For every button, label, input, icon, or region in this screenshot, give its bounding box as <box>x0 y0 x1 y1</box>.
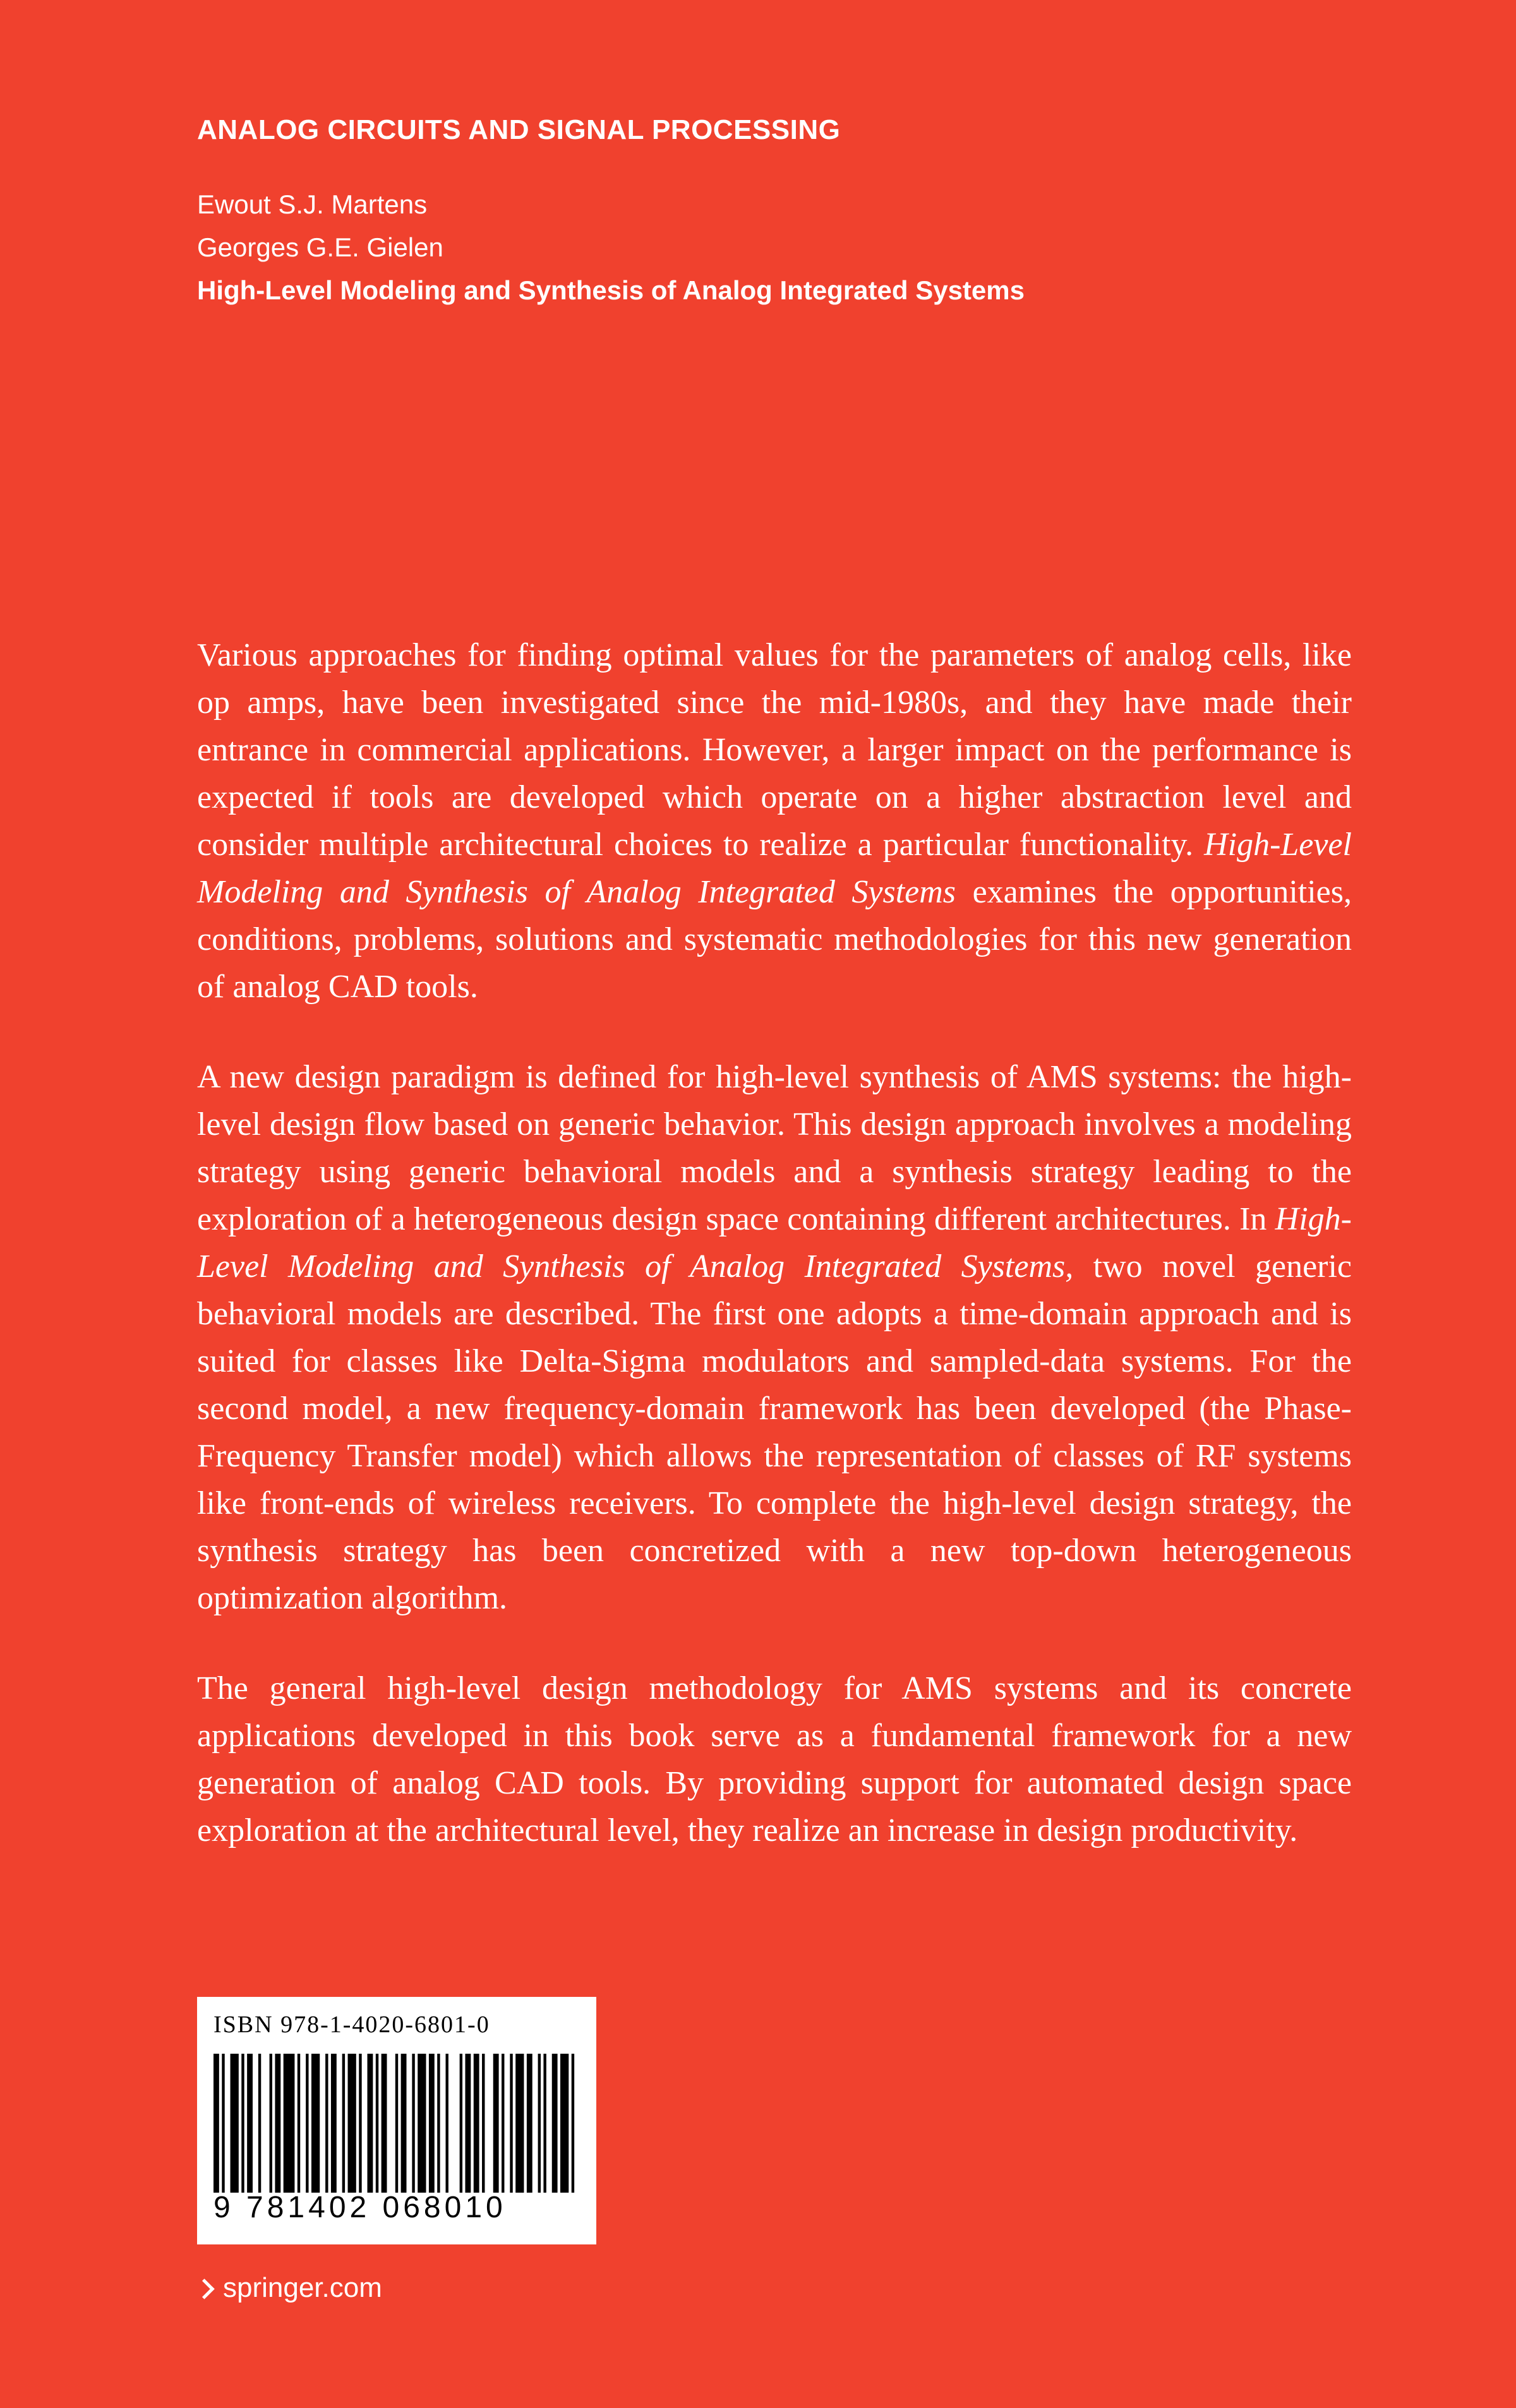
barcode-bar <box>382 2054 387 2193</box>
barcode-digits: 9 781402 068010 <box>214 2191 507 2224</box>
barcode-bar <box>502 2054 504 2193</box>
barcode-bar <box>284 2054 295 2193</box>
series-title: ANALOG CIRCUITS AND SIGNAL PROCESSING <box>197 114 841 145</box>
barcode-bar <box>429 2054 435 2193</box>
barcode-bar <box>510 2054 512 2193</box>
barcode-bar <box>543 2054 546 2193</box>
p2-title-emphasis: High-Level Modeling and Synthesis of Analog Integrated Systems, <box>197 1201 1352 1285</box>
isbn-barcode-box <box>197 1997 596 2244</box>
barcode-bar <box>395 2054 398 2193</box>
barcode-bar <box>311 2054 320 2193</box>
barcode-bar <box>460 2054 462 2193</box>
barcode-bar <box>465 2054 471 2193</box>
barcode-bar <box>527 2054 532 2193</box>
barcode-bar <box>342 2054 345 2193</box>
p1-text-b: examines the opportunities, conditions, problems, solutions and systematic methodologies for this new generation of analog CAD tools. <box>197 874 1352 1005</box>
barcode-bar <box>258 2054 261 2193</box>
barcode-bar <box>376 2054 378 2193</box>
p2-text-b: two novel generic behavioral models are described. The first one adopts a time-domain approach and is suited for classes like Delta-Sigma modulators and sampled-data systems. For the second model, a new frequency-domain framework has been developed (the Phase- Frequency Transfer model) which allows the representation of classes of RF systems like front-ends of wireless receivers. To complete the high-level design strategy, the synthesis strategy has been concretized with a new top-down heterogeneous optimization algorithm. <box>197 1249 1352 1616</box>
barcode-bar <box>306 2054 308 2193</box>
publisher-link[interactable] <box>197 2272 382 2304</box>
author-2: Georges G.E. Gielen <box>197 232 443 262</box>
barcode-bar <box>445 2054 448 2193</box>
barcode-bar <box>482 2054 484 2193</box>
barcode-bar <box>325 2054 328 2193</box>
barcode-bar <box>331 2054 337 2193</box>
barcode-bar <box>474 2054 479 2193</box>
p1-title-emphasis: High-Level Modeling and Synthesis of Analog Integrated Systems <box>197 827 1352 910</box>
barcode-bar <box>368 2054 373 2193</box>
barcode-bar <box>247 2054 253 2193</box>
barcode-bar <box>515 2054 524 2193</box>
barcode-bar <box>418 2054 426 2193</box>
p2-text-a: A new design paradigm is defined for high-level synthesis of AMS systems: the high-level design flow based on generic behavior. This design approach involves a modeling strategy using generic behavioral models and a synthesis strategy leading to the exploration of a heterogeneous design space containing different architectures. In <box>197 1059 1352 1237</box>
barcode-bar <box>437 2054 440 2193</box>
p1-text-a: Various approaches for finding optimal values for the parameters of analog cells, like op amps, have been investigated since the mid-1980s, and they have made their entrance in commercial applications. However, a larger impact on the performance is expected if tools are developed which operate on a higher abstraction level and consider multiple architectural choices to realize a particular functionality. <box>197 637 1352 863</box>
description-paragraph-1 <box>197 632 1352 1010</box>
barcode-bar <box>538 2054 541 2193</box>
barcode-bar <box>231 2054 239 2193</box>
barcode-bar <box>348 2054 356 2193</box>
barcode-bar <box>552 2054 558 2193</box>
barcode-icon <box>214 2054 580 2193</box>
barcode-bar <box>572 2054 574 2193</box>
publisher-url: springer.com <box>223 2272 382 2303</box>
isbn-label: ISBN 978-1-4020-6801-0 <box>214 2011 490 2038</box>
barcode-bar <box>241 2054 244 2193</box>
barcode-bar <box>401 2054 407 2193</box>
barcode-bar <box>359 2054 361 2193</box>
barcode-bar <box>560 2054 568 2193</box>
header <box>197 107 1397 312</box>
barcode-bar <box>214 2054 219 2193</box>
barcode-bar <box>222 2054 224 2193</box>
description-paragraph-3: The general high-level design methodology for AMS systems and its concrete applications developed in this book serve as a fundamental framework for a new generation of analog CAD tools. By providing support for automated design space exploration at the architectural level, they realize an increase in design productivity. <box>197 1670 1352 1848</box>
barcode-bar <box>412 2054 414 2193</box>
chevron-right-icon <box>194 2279 215 2299</box>
barcode-bar <box>275 2054 280 2193</box>
barcode-bar <box>270 2054 272 2193</box>
author-1: Ewout S.J. Martens <box>197 189 428 219</box>
barcode-bar <box>493 2054 499 2193</box>
description <box>197 632 1352 1897</box>
description-paragraph-2 <box>197 1053 1352 1622</box>
book-title: High-Level Modeling and Synthesis of Analog Integrated Systems <box>197 275 1025 305</box>
barcode-bar <box>298 2054 300 2193</box>
